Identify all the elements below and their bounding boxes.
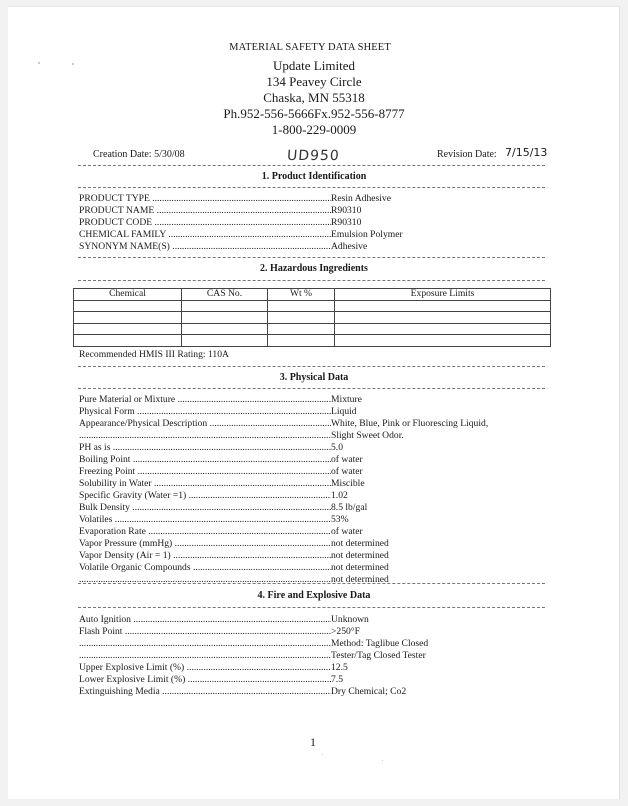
table-cell: [268, 335, 335, 347]
field-value: Slight Sweet Odor.: [331, 430, 404, 441]
field-row: [79, 662, 549, 674]
section-title-product-identification: 1. Product Identification: [261, 171, 367, 182]
field-value: Mixture: [331, 394, 362, 405]
scan-speck: [322, 754, 323, 755]
field-label: Freezing Point .....: [79, 466, 331, 478]
field-value: 5.0: [331, 442, 343, 453]
table-cell: [335, 335, 551, 347]
field-label: Specific Gravity (Water =1) .....: [79, 490, 331, 502]
field-label: [79, 430, 331, 442]
field-row: [79, 686, 549, 698]
field-row: [79, 418, 549, 430]
field-row: [79, 638, 549, 650]
revision-date-label: Revision Date:: [437, 149, 497, 160]
field-value: of water: [331, 454, 363, 465]
table-cell: [74, 300, 182, 312]
field-label: PRODUCT NAME .....: [79, 205, 331, 217]
field-value: not determined: [331, 574, 389, 585]
field-label: PH as is .....: [79, 442, 331, 454]
company-address-line1: 134 Peavey Circle: [266, 74, 362, 89]
field-row: [79, 514, 549, 526]
page-number: 1: [310, 735, 316, 749]
field-row: [79, 193, 549, 205]
column-header-wt-percent: Wt %: [268, 289, 335, 301]
divider: [78, 388, 545, 389]
field-label: Volatile Organic Compounds .....: [79, 562, 331, 574]
field-label: Pure Material or Mixture .....: [79, 394, 331, 406]
field-label: Extinguishing Media .....: [79, 686, 331, 698]
field-label: CHEMICAL FAMILY .....: [79, 229, 331, 241]
divider: [78, 165, 545, 166]
field-row: [79, 550, 549, 562]
company-name: Update Limited: [273, 58, 355, 73]
field-label: Physical Form .....: [79, 406, 331, 418]
company-address-line2: Chaska, MN 55318: [263, 90, 365, 105]
field-value: 7.5: [331, 674, 343, 685]
table-row: [74, 312, 551, 324]
document-title: MATERIAL SAFETY DATA SHEET: [229, 42, 391, 53]
field-row: [79, 562, 549, 574]
field-label: [79, 650, 331, 662]
field-row: [79, 650, 549, 662]
field-value: White, Blue, Pink or Fluorescing Liquid,: [331, 418, 489, 429]
table-cell: [182, 335, 268, 347]
company-phone-fax: Ph.952-556-5666Fx.952-556-8777: [223, 106, 405, 121]
field-value: Liquid: [331, 406, 357, 417]
table-header-row: [74, 289, 551, 301]
divider: [78, 366, 545, 367]
field-row: [79, 454, 549, 466]
hmis-rating: Recommended HMIS III Rating: 110A: [79, 349, 229, 360]
table-cell: [335, 300, 551, 312]
section-title-physical-data: 3. Physical Data: [279, 372, 349, 383]
table-cell: [74, 312, 182, 324]
field-value: Tester/Tag Closed Tester: [331, 650, 426, 661]
field-row: [79, 538, 549, 550]
table-row: [74, 335, 551, 347]
scan-speck: [382, 760, 383, 761]
field-label: Volatiles .....: [79, 514, 331, 526]
field-value: not determined: [331, 538, 389, 549]
field-row: [79, 466, 549, 478]
field-value: 8.5 lb/gal: [331, 502, 368, 513]
field-label: Vapor Density (Air = 1) .....: [79, 550, 331, 562]
table-cell: [74, 335, 182, 347]
divider: [78, 583, 545, 584]
table-cell: [74, 323, 182, 335]
field-label: Bulk Density .....: [79, 502, 331, 514]
field-value: Unknown: [331, 614, 369, 625]
table-cell: [182, 323, 268, 335]
field-row: [79, 490, 549, 502]
field-value: not determined: [331, 550, 389, 561]
field-value: Resin Adhesive: [331, 193, 391, 204]
field-row: [79, 217, 549, 229]
field-value: Method: Taglibue Closed: [331, 638, 429, 649]
field-row: [79, 406, 549, 418]
field-value: not determined: [331, 562, 389, 573]
field-row: [79, 430, 549, 442]
column-header-cas-no: CAS No.: [182, 289, 268, 301]
field-label: SYNONYM NAME(S) .....: [79, 241, 331, 253]
table-cell: [182, 300, 268, 312]
field-value: 12.5: [331, 662, 348, 673]
field-value: Emulsion Polymer: [331, 229, 403, 240]
column-header-exposure-limits: Exposure Limits: [335, 289, 551, 301]
field-row: [79, 674, 549, 686]
company-tollfree: 1-800-229-0009: [271, 122, 357, 137]
field-value: Dry Chemical; Co2: [331, 686, 407, 697]
field-value: >250°F: [331, 626, 360, 637]
field-row: [79, 442, 549, 454]
field-value: Miscible: [331, 478, 365, 489]
field-label: Flash Point .....: [79, 626, 331, 638]
table-cell: [182, 312, 268, 324]
table-cell: [268, 323, 335, 335]
table-cell: [335, 312, 551, 324]
divider: [78, 257, 545, 258]
field-row: [79, 526, 549, 538]
field-row: [79, 241, 549, 253]
field-row: [79, 229, 549, 241]
revision-date-value: 7/15/13: [505, 146, 548, 159]
field-label: PRODUCT CODE .....: [79, 217, 331, 229]
field-value: of water: [331, 466, 363, 477]
field-value: Adhesive: [331, 241, 368, 252]
table-cell: [268, 300, 335, 312]
divider: [78, 280, 545, 281]
field-row: [79, 478, 549, 490]
table-row: [74, 323, 551, 335]
field-label: Vapor Pressure (mmHg) .....: [79, 538, 331, 550]
divider: [78, 187, 545, 188]
field-row: [79, 394, 549, 406]
field-label: PRODUCT TYPE .....: [79, 193, 331, 205]
field-value: 1.02: [331, 490, 348, 501]
field-value: R90310: [331, 205, 362, 216]
column-header-chemical: Chemical: [74, 289, 182, 301]
field-row: [79, 626, 549, 638]
field-row: [79, 205, 549, 217]
field-row: [79, 502, 549, 514]
divider: [78, 607, 545, 608]
table-cell: [335, 323, 551, 335]
field-label: Auto Ignition .....: [79, 614, 331, 626]
field-label: Evaporation Rate .....: [79, 526, 331, 538]
section-title-hazardous-ingredients: 2. Hazardous Ingredients: [260, 263, 368, 274]
field-label: Appearance/Physical Description .....: [79, 418, 331, 430]
field-label: [79, 638, 331, 650]
creation-date: Creation Date: 5/30/08: [93, 149, 185, 160]
field-row: [79, 574, 549, 586]
field-label: Lower Explosive Limit (%) .....: [79, 674, 331, 686]
hazardous-ingredients-table: [73, 288, 551, 347]
handwritten-code: UD950: [286, 148, 341, 164]
field-label: Upper Explosive Limit (%) .....: [79, 662, 331, 674]
field-row: [79, 614, 549, 626]
section-title-fire-explosive: 4. Fire and Explosive Data: [257, 590, 371, 601]
table-cell: [268, 312, 335, 324]
field-value: 53%: [331, 514, 349, 525]
field-value: R90310: [331, 217, 362, 228]
table-row: [74, 300, 551, 312]
field-label: Boiling Point .....: [79, 454, 331, 466]
field-label: Solubility in Water .....: [79, 478, 331, 490]
field-label: [79, 574, 331, 586]
field-value: of water: [331, 526, 363, 537]
